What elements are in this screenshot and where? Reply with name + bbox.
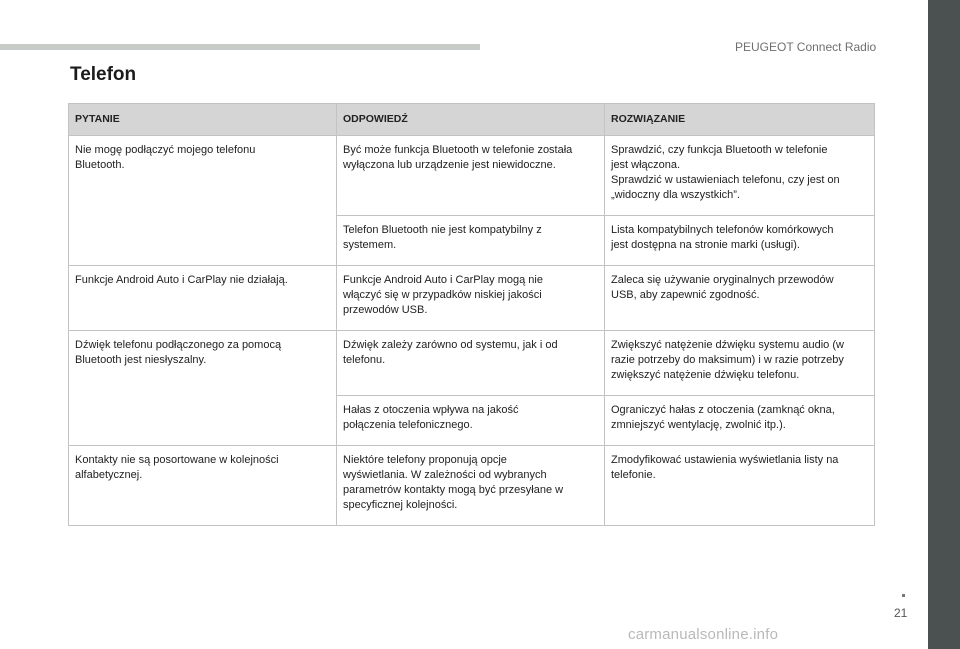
table-row [69, 446, 875, 526]
table-row [69, 396, 875, 446]
column-header-answer: ODPOWIEDŹ [337, 104, 605, 136]
question-cell: Funkcje Android Auto i CarPlay nie działają. [69, 266, 337, 331]
table-header-row [69, 104, 875, 136]
manual-title: PEUGEOT Connect Radio [735, 40, 877, 54]
solution-cell: Zaleca się używanie oryginalnych przewodów USB, aby zapewnić zgodność. [605, 266, 875, 331]
answer-cell: Niektóre telefony proponują opcje wyświetlania. W zależności od wybranych parametrów kontakty mogą być przesyłane w specyficznej kolejności. [337, 446, 605, 526]
page-title: Telefon [70, 64, 137, 85]
table-row [69, 331, 875, 396]
solution-cell: Zmodyfikować ustawienia wyświetlania listy na telefonie. [605, 446, 875, 526]
question-cell: Nie mogę podłączyć mojego telefonu Bluetooth. [69, 136, 337, 216]
header-bar [0, 44, 480, 50]
table-row [69, 266, 875, 331]
table-row [69, 216, 875, 266]
question-cell: Dźwięk telefonu podłączonego za pomocą Bluetooth jest niesłyszalny. [69, 331, 337, 396]
question-cell [69, 216, 337, 266]
page-marker-dot [902, 594, 905, 597]
page-number: 21 [894, 606, 908, 620]
faq-table [68, 103, 875, 526]
watermark: carmanualsonline.info [628, 626, 779, 643]
answer-cell: Być może funkcja Bluetooth w telefonie została wyłączona lub urządzenie jest niewidoczne. [337, 136, 605, 216]
solution-cell: Lista kompatybilnych telefonów komórkowych jest dostępna na stronie marki (usługi). [605, 216, 875, 266]
solution-cell: Sprawdzić, czy funkcja Bluetooth w telefonie jest włączona. Sprawdzić w ustawieniach telefonu, czy jest on „widoczny dla wszystkich”. [605, 136, 875, 216]
answer-cell: Funkcje Android Auto i CarPlay mogą nie włączyć się w przypadków niskiej jakości przewodów USB. [337, 266, 605, 331]
side-strip [928, 0, 960, 649]
answer-cell: Hałas z otoczenia wpływa na jakość połączenia telefonicznego. [337, 396, 605, 446]
question-cell: Kontakty nie są posortowane w kolejności alfabetycznej. [69, 446, 337, 526]
answer-cell: Telefon Bluetooth nie jest kompatybilny z systemem. [337, 216, 605, 266]
table-row [69, 136, 875, 216]
solution-cell: Zwiększyć natężenie dźwięku systemu audio (w razie potrzeby do maksimum) i w razie potrzeby zwiększyć natężenie dźwięku telefonu. [605, 331, 875, 396]
solution-cell: Ograniczyć hałas z otoczenia (zamknąć okna, zmniejszyć wentylację, zwolnić itp.). [605, 396, 875, 446]
question-cell [69, 396, 337, 446]
column-header-solution: ROZWIĄZANIE [605, 104, 875, 136]
column-header-question: PYTANIE [69, 104, 337, 136]
answer-cell: Dźwięk zależy zarówno od systemu, jak i od telefonu. [337, 331, 605, 396]
